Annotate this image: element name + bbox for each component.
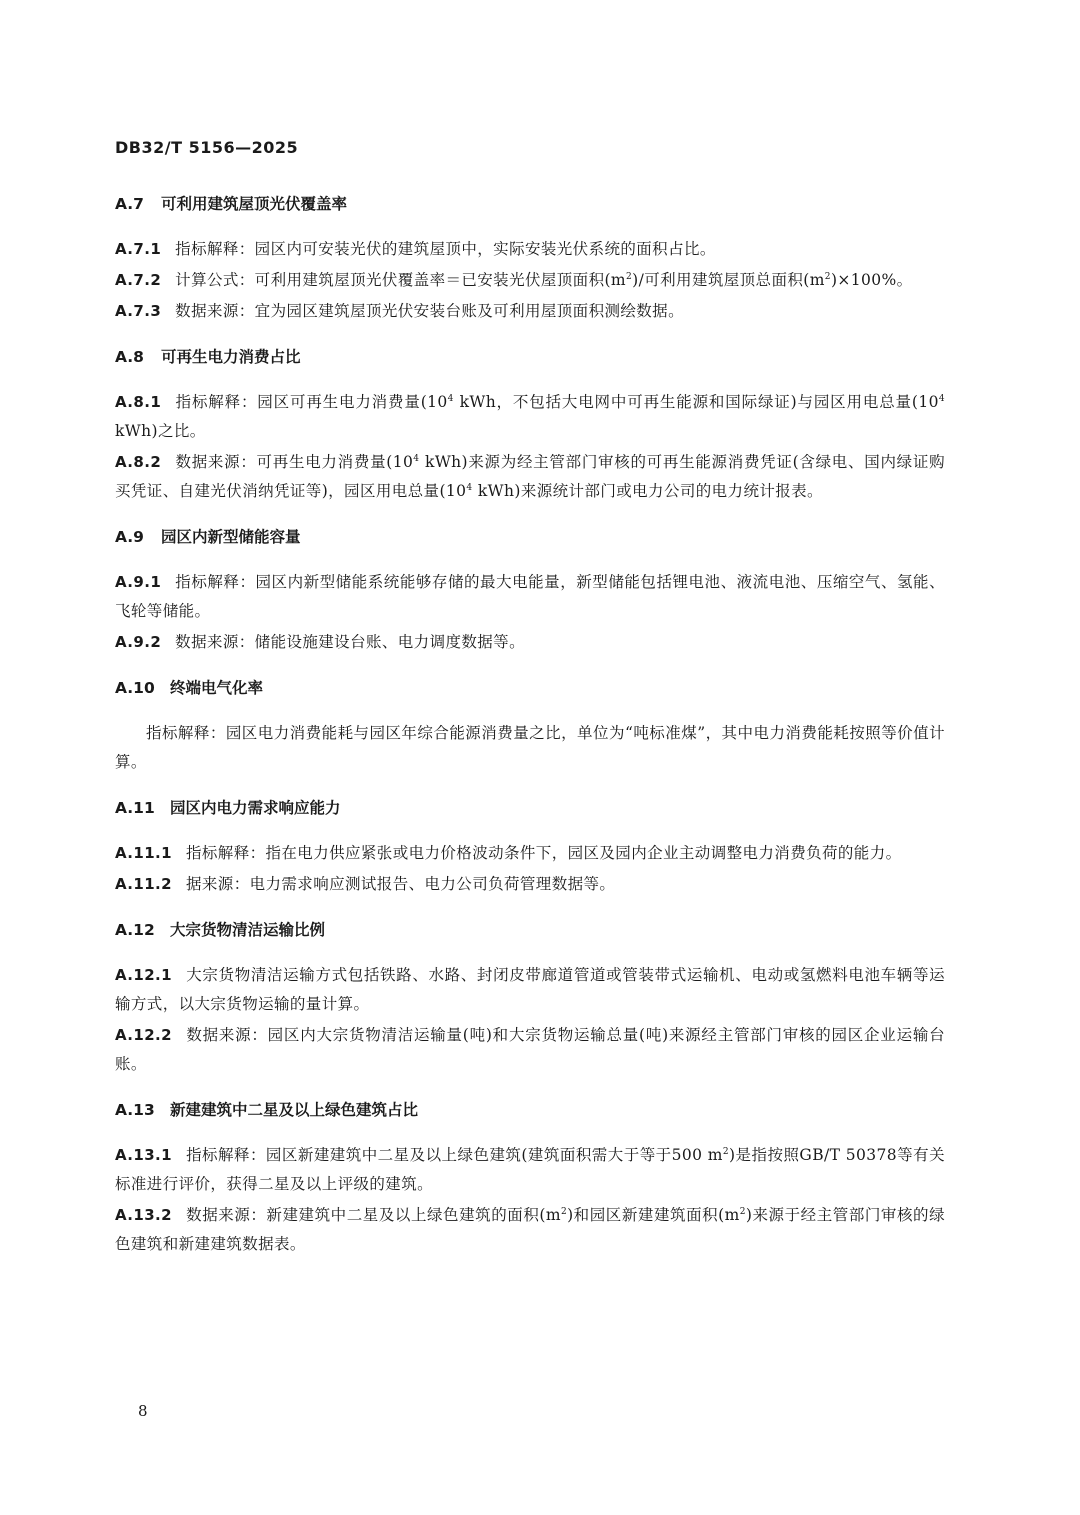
clause-text: kWh)来源为经主管部门审核的可再生能源消费凭证(含绿电、国内绿证购买凭证、自建光伏消纳凭证等)，园区用电总量(10 [115,453,945,500]
document-body [115,192,945,1261]
section-title: 终端电气化率 [170,679,264,697]
clause-number: A.11.2 [115,875,172,893]
clause-text: 指标解释：园区内新型储能系统能够存储的最大电能量，新型储能包括锂电池、液流电池、压缩空气、氢能、飞轮等储能。 [115,573,945,620]
section-heading-a9 [115,525,945,549]
clause-a12-2 [115,1021,945,1079]
clause-number: A.8.2 [115,453,162,471]
section-title: 园区内新型储能容量 [161,528,301,546]
clause-text: 指标解释：园区内可安装光伏的建筑屋顶中，实际安装光伏系统的面积占比。 [175,240,716,258]
superscript: 2 [626,271,633,282]
clause-number: A.8.1 [115,393,162,411]
section-number: A.9 [115,528,144,546]
clause-text: 数据来源：新建建筑中二星及以上绿色建筑的面积(m [186,1206,561,1224]
page-number: 8 [138,1402,148,1420]
clause-text: 数据来源：园区内大宗货物清洁运输量(吨)和大宗货物运输总量(吨)来源经主管部门审核的园区企业运输台账。 [115,1026,945,1073]
clause-a11-1 [115,839,945,868]
clause-text: )是指按照GB/T 50378等有关标准进行评价，获得二星及以上评级的建筑。 [115,1146,945,1193]
clause-text: )×100%。 [830,271,913,289]
clause-text: 指标解释：园区新建建筑中二星及以上绿色建筑(建筑面积需大于等于500 m [186,1146,723,1164]
clause-text: )来源于经主管部门审核的绿色建筑和新建建筑数据表。 [115,1206,945,1253]
clause-a7-2 [115,266,945,295]
clause-a8-2 [115,448,945,506]
section-heading-a10 [115,676,945,700]
section-number: A.13 [115,1101,155,1119]
section-heading-a8 [115,345,945,369]
clause-a10 [115,719,945,777]
clause-number: A.9.2 [115,633,162,651]
clause-text: )和园区新建建筑面积(m [567,1206,740,1224]
clause-text: 指标解释：园区可再生电力消费量(10 [175,393,448,411]
clause-a9-1 [115,568,945,626]
section-number: A.8 [115,348,144,366]
clause-number: A.7.3 [115,302,162,320]
section-heading-a12 [115,918,945,942]
clause-a7-3 [115,297,945,326]
clause-a13-2 [115,1201,945,1259]
superscript: 2 [824,271,831,282]
section-number: A.12 [115,921,155,939]
section-title: 新建建筑中二星及以上绿色建筑占比 [170,1101,419,1119]
superscript: 4 [466,482,473,493]
clause-text: 指标解释：园区电力消费能耗与园区年综合能源消费量之比，单位为“吨标准煤”，其中电力消费能耗按照等价值计算。 [115,724,945,771]
superscript: 2 [739,1206,746,1217]
clause-number: A.11.1 [115,844,172,862]
superscript: 4 [938,393,945,404]
clause-a12-1 [115,961,945,1019]
section-number: A.11 [115,799,155,817]
section-title: 园区内电力需求响应能力 [170,799,341,817]
clause-number: A.12.1 [115,966,172,984]
section-heading-a13 [115,1098,945,1122]
clause-a8-1 [115,388,945,446]
section-heading-a11 [115,796,945,820]
superscript: 4 [413,453,420,464]
section-number: A.7 [115,195,144,213]
clause-text: 指标解释：指在电力供应紧张或电力价格波动条件下，园区及园内企业主动调整电力消费负荷的能力。 [186,844,902,862]
section-title: 大宗货物清洁运输比例 [170,921,326,939]
clause-number: A.9.1 [115,573,162,591]
section-heading-a7 [115,192,945,216]
clause-a13-1 [115,1141,945,1199]
clause-text: 据来源：电力需求响应测试报告、电力公司负荷管理数据等。 [186,875,616,893]
superscript: 2 [560,1206,568,1217]
clause-text: 数据来源：储能设施建设台账、电力调度数据等。 [175,633,525,651]
clause-a7-1 [115,235,945,264]
document-code: DB32/T 5156—2025 [115,138,299,157]
section-number: A.10 [115,679,155,697]
clause-number: A.12.2 [115,1026,172,1044]
clause-text: 数据来源：可再生电力消费量(10 [175,453,414,471]
superscript: 4 [447,393,454,404]
clause-text: 大宗货物清洁运输方式包括铁路、水路、封闭皮带廊道管道或管装带式运输机、电动或氢燃料电池车辆等运输方式，以大宗货物运输的量计算。 [115,966,945,1013]
clause-a11-2 [115,870,945,899]
section-title: 可利用建筑屋顶光伏覆盖率 [161,195,348,213]
section-title: 可再生电力消费占比 [161,348,301,366]
clause-number: A.13.2 [115,1206,172,1224]
clause-a9-2 [115,628,945,657]
clause-number: A.7.2 [115,271,162,289]
clause-text: 计算公式：可利用建筑屋顶光伏覆盖率＝已安装光伏屋顶面积(m [175,271,627,289]
clause-text: kWh)来源统计部门或电力公司的电力统计报表。 [472,482,823,500]
superscript: 2 [722,1146,730,1157]
clause-number: A.7.1 [115,240,162,258]
clause-text: kWh)之比。 [115,422,206,440]
clause-text: )/可利用建筑屋顶总面积(m [632,271,825,289]
clause-text: kWh，不包括大电网中可再生能源和国际绿证)与园区用电总量(10 [453,393,939,411]
clause-number: A.13.1 [115,1146,172,1164]
clause-text: 数据来源：宜为园区建筑屋顶光伏安装台账及可利用屋顶面积测绘数据。 [175,302,684,320]
